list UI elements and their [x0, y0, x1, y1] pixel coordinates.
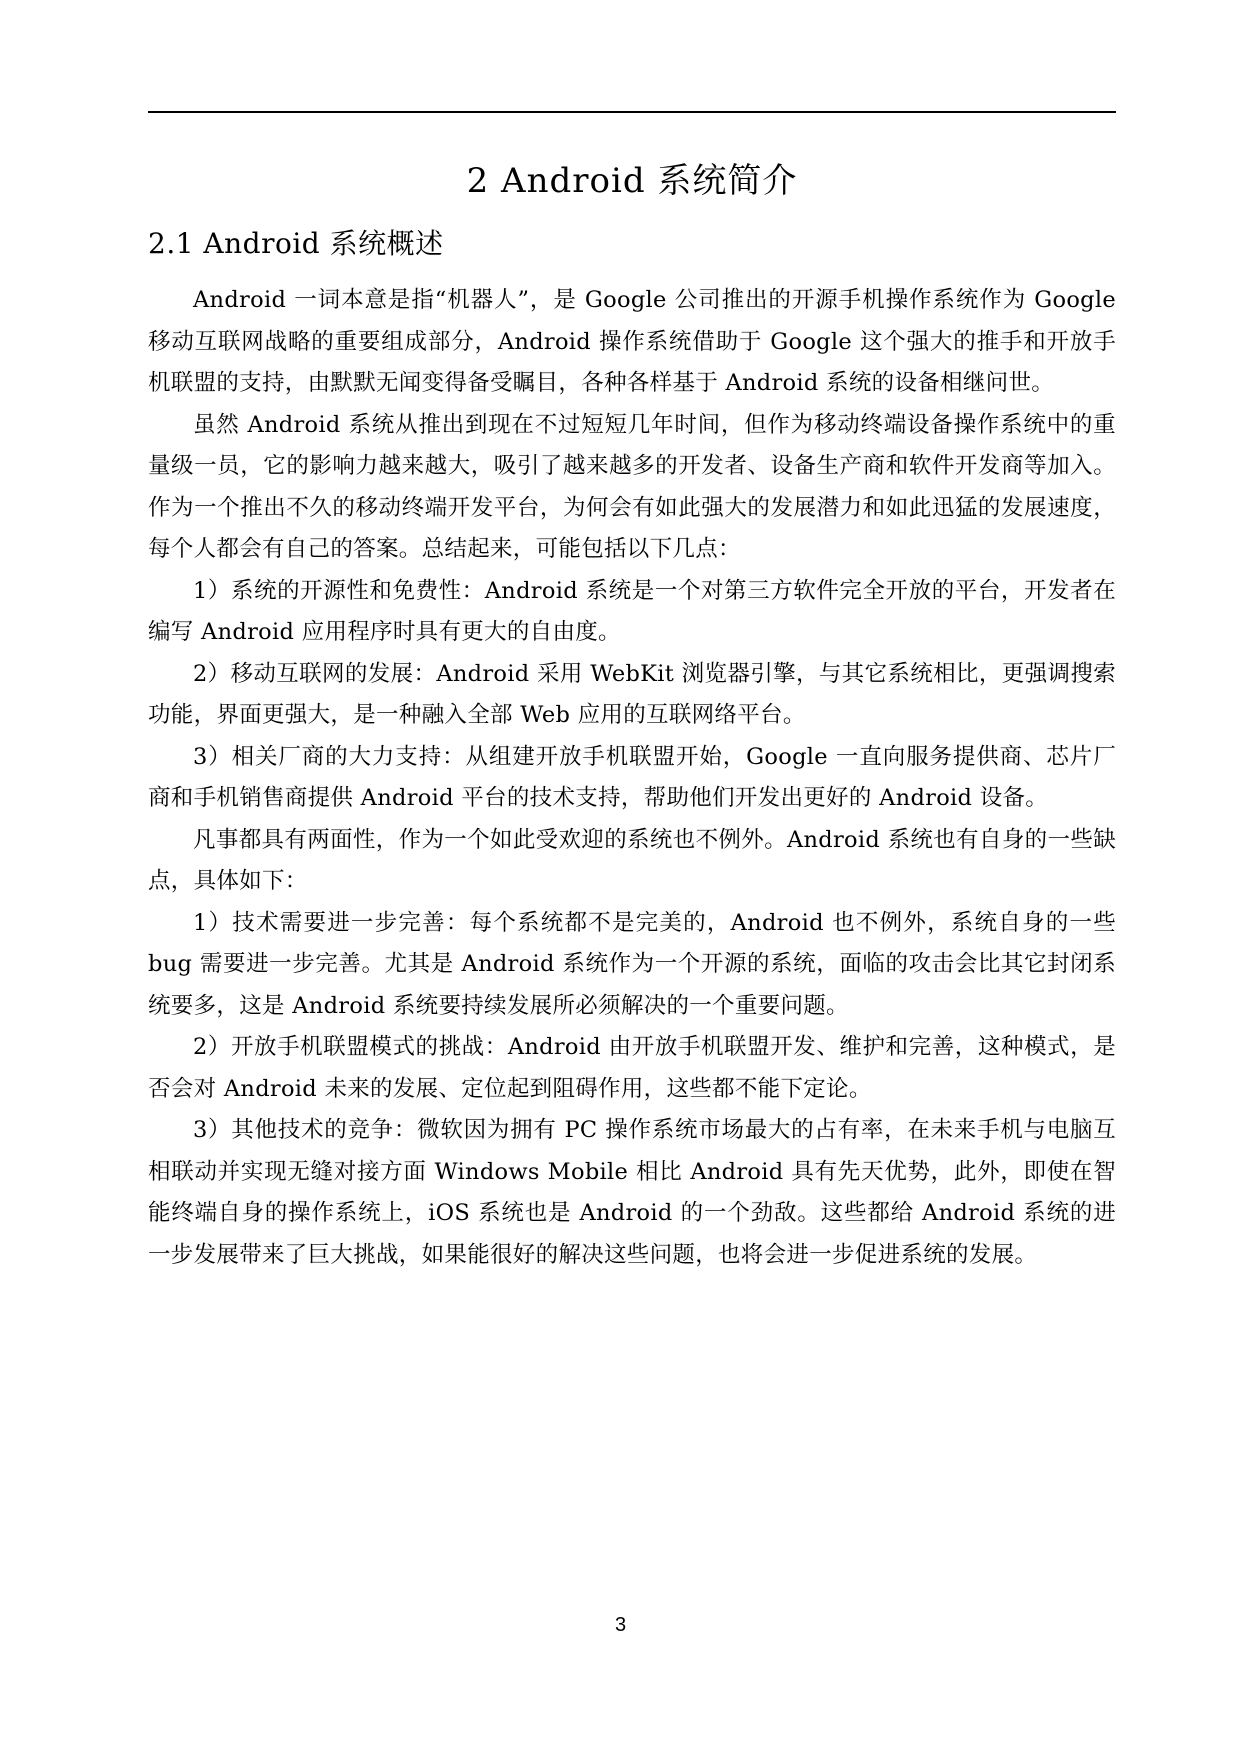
body-text — [148, 280, 1116, 1276]
drawback-item-3: 3）其他技术的竞争：微软因为拥有 PC 操作系统市场最大的占有率，在未来手机与电脑互相联动并实现无缝对接方面 Windows Mobile 相比 Android 具有先天优势，此外，即使在智能终端自身的操作系统上，iOS 系统也是 Android 的一个劲敌。这些都给 Android 系统的进一步发展带来了巨大挑战，如果能很好的解决这些问题，也将会进一步促进系统的发展。 — [148, 1117, 1116, 1268]
drawback-item-2: 2）开放手机联盟模式的挑战：Android 由开放手机联盟开发、维护和完善，这种模式，是否会对 Android 未来的发展、定位起到阻碍作用，这些都不能下定论。 — [148, 1034, 1116, 1102]
header-rule — [148, 111, 1116, 113]
drawback-item-1: 1）技术需要进一步完善：每个系统都不是完美的，Android 也不例外，系统自身的一些 bug 需要进一步完善。尤其是 Android 系统作为一个开源的系统，面临的攻击会比其它封闭系统要多，这是 Android 系统要持续发展所必须解决的一个重要问题。 — [148, 909, 1116, 1019]
paragraph-drawbacks: 凡事都具有两面性，作为一个如此受欢迎的系统也不例外。Android 系统也有自身的一些缺点，具体如下： — [148, 826, 1116, 894]
section-title: 2.1 Android 系统概述 — [148, 227, 444, 260]
paragraph-growth: 虽然 Android 系统从推出到现在不过短短几年时间，但作为移动终端设备操作系统中的重量级一员，它的影响力越来越大，吸引了越来越多的开发者、设备生产商和软件开发商等加入。作为一个推出不久的移动终端开发平台，为何会有如此强大的发展潜力和如此迅猛的发展速度，每个人都会有自己的答案。总结起来，可能包括以下几点： — [148, 411, 1116, 562]
advantage-item-2: 2）移动互联网的发展：Android 采用 WebKit 浏览器引擎，与其它系统相比，更强调搜索功能，界面更强大，是一种融入全部 Web 应用的互联网络平台。 — [148, 660, 1116, 728]
paragraph-intro: Android 一词本意是指“机器人”，是 Google 公司推出的开源手机操作系统作为 Google 移动互联网战略的重要组成部分，Android 操作系统借助于 Google 这个强大的推手和开放手机联盟的支持，由默默无闻变得备受瞩目，各种各样基于 Android 系统的设备相继问世。 — [148, 287, 1116, 396]
advantage-item-1: 1）系统的开源性和免费性：Android 系统是一个对第三方软件完全开放的平台，开发者在编写 Android 应用程序时具有更大的自由度。 — [148, 577, 1116, 645]
chapter-title: 2 Android 系统简介 — [466, 161, 798, 201]
advantage-item-3: 3）相关厂商的大力支持：从组建开放手机联盟开始，Google 一直向服务提供商、芯片厂商和手机销售商提供 Android 平台的技术支持，帮助他们开发出更好的 Android 设备。 — [148, 743, 1116, 811]
page-number: 3 — [614, 1614, 627, 1636]
